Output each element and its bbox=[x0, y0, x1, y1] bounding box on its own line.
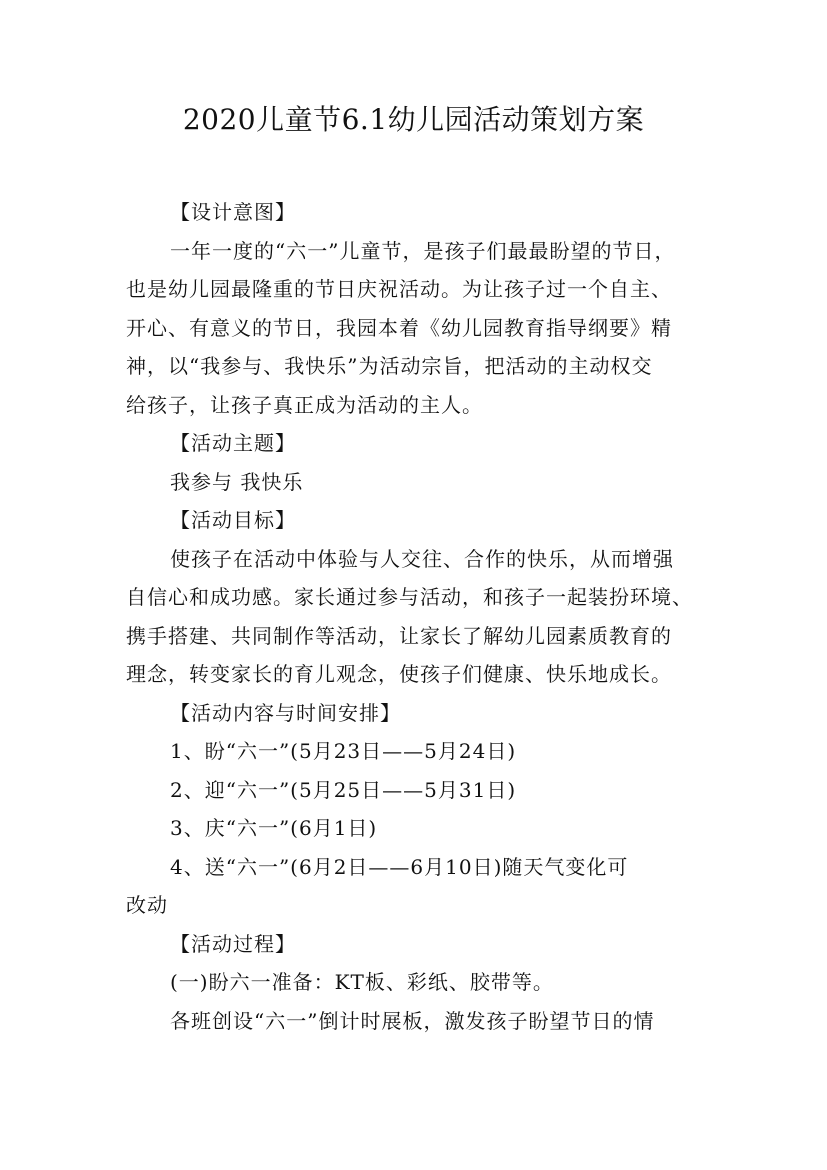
theme-text: 我参与 我快乐 bbox=[170, 470, 304, 494]
paragraph-line: 开心、有意义的节日，我园本着《幼儿园教育指导纲要》精 bbox=[126, 316, 672, 340]
paragraph-line: 神，以“我参与、我快乐”为活动宗旨，把活动的主动权交 bbox=[126, 354, 653, 378]
paragraph-line: (一)盼六一准备：KT板、彩纸、胶带等。 bbox=[170, 970, 554, 994]
paragraph-line: 理念，转变家长的育儿观念，使孩子们健康、快乐地成长。 bbox=[126, 662, 672, 686]
paragraph-line: 携手搭建、共同制作等活动，让家长了解幼儿园素质教育的 bbox=[126, 624, 672, 648]
paragraph-line: 自信心和成功感。家长通过参与活动，和孩子一起装扮环境、 bbox=[126, 585, 693, 609]
section-heading-process: 【活动过程】 bbox=[170, 932, 296, 956]
section-heading-goals: 【活动目标】 bbox=[170, 508, 296, 532]
paragraph-line: 也是幼儿园最隆重的节日庆祝活动。为让孩子过一个自主、 bbox=[126, 277, 672, 301]
paragraph-line: 给孩子，让孩子真正成为活动的主人。 bbox=[126, 393, 483, 417]
schedule-item: 2、迎“六一”(5月25日——5月31日) bbox=[170, 778, 517, 802]
section-heading-design-intent: 【设计意图】 bbox=[170, 200, 296, 224]
section-heading-schedule: 【活动内容与时间安排】 bbox=[170, 701, 401, 725]
schedule-item: 3、庆“六一”(6月1日) bbox=[170, 816, 378, 840]
section-heading-theme: 【活动主题】 bbox=[170, 431, 296, 455]
document-title: 2020儿童节6.1幼儿园活动策划方案 bbox=[182, 103, 645, 136]
schedule-item: 4、送“六一”(6月2日——6月10日)随天气变化可 bbox=[170, 855, 629, 879]
paragraph-line: 使孩子在活动中体验与人交往、合作的快乐，从而增强 bbox=[170, 547, 674, 571]
schedule-item: 1、盼“六一”(5月23日——5月24日) bbox=[170, 739, 517, 763]
schedule-item-continuation: 改动 bbox=[126, 893, 168, 917]
paragraph-line: 一年一度的“六一”儿童节，是孩子们最最盼望的节日， bbox=[170, 239, 676, 263]
paragraph-line: 各班创设“六一”倒计时展板，激发孩子盼望节日的情 bbox=[170, 1009, 655, 1033]
